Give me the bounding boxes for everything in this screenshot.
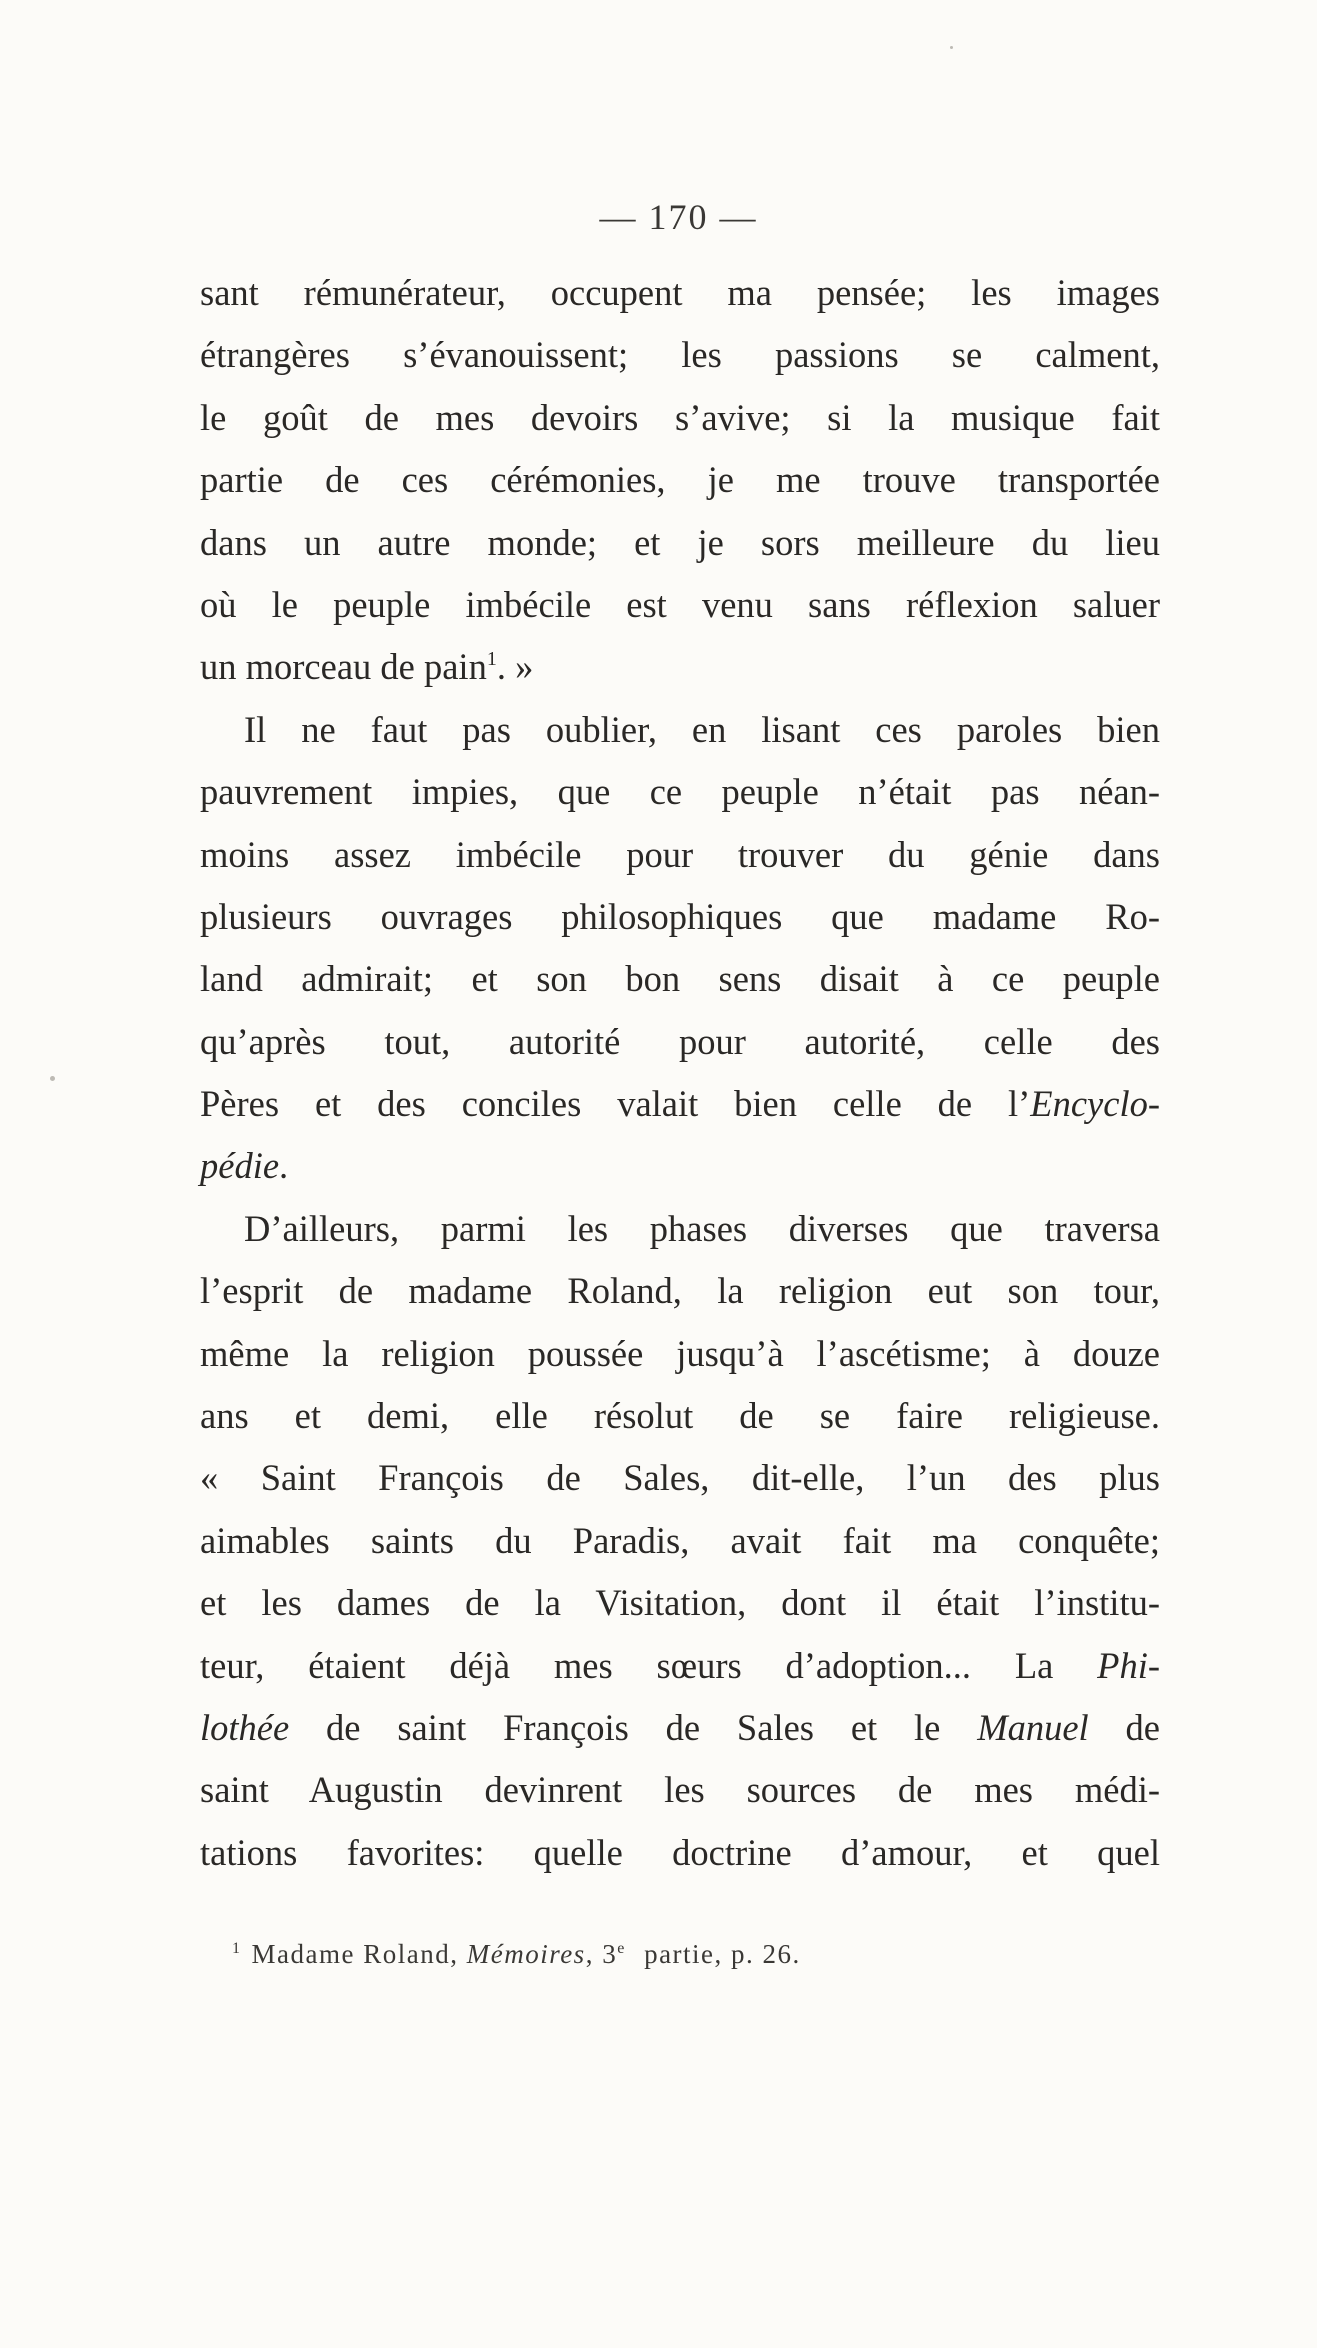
- footnote-marker: 1: [232, 1940, 242, 1957]
- text-line: le goût de mes devoirs s’avive; si la musique fait: [200, 396, 1160, 438]
- text-line: « Saint François de Sales, dit-elle, l’un des plus: [200, 1457, 1160, 1499]
- text-line: l’esprit de madame Roland, la religion eut son tour,: [200, 1270, 1160, 1312]
- paragraph-start: Il ne faut pas oublier, en lisant ces paroles bien: [244, 708, 1160, 750]
- text-line: partie de ces cérémonies, je me trouve transportée: [200, 459, 1160, 501]
- text-line: sant rémunérateur, occupent ma pensée; les images: [200, 272, 1160, 313]
- text-line: qu’après tout, autorité pour autorité, celle des: [200, 1020, 1160, 1062]
- text-line: ans et demi, elle résolut de se faire religieuse.: [200, 1395, 1160, 1437]
- italic-title: pédie: [200, 1145, 280, 1187]
- paragraph-start: D’ailleurs, parmi les phases diverses que traversa: [244, 1207, 1160, 1249]
- text-line: pauvrement impies, que ce peuple n’était pas néan-: [200, 771, 1160, 813]
- paper-speck: [950, 46, 953, 49]
- footnote-ref: 1: [486, 648, 497, 671]
- text-line: Pères et des conciles valait bien celle de l’Encyclo-: [200, 1083, 1160, 1125]
- italic-title: Encyclo-: [1030, 1083, 1160, 1125]
- text-line: étrangères s’évanouissent; les passions se calment,: [200, 334, 1160, 376]
- text-line: pédie.: [200, 1145, 289, 1187]
- text-line: saint Augustin devinrent les sources de mes médi-: [200, 1769, 1160, 1811]
- text-line: moins assez imbécile pour trouver du génie dans: [200, 833, 1160, 875]
- text-line: même la religion poussée jusqu’à l’ascétisme; à douze: [200, 1332, 1160, 1374]
- italic-title: lothée: [200, 1706, 290, 1748]
- italic-title: Phi-: [1097, 1644, 1161, 1686]
- text-line: tations favorites: quelle doctrine d’amour, et quel: [200, 1831, 1160, 1873]
- body-text: [200, 262, 1160, 1884]
- text-line: lothée de saint François de Sales et le Manuel de: [200, 1706, 1160, 1748]
- paper-speck: [50, 1076, 55, 1081]
- text-line: un morceau de pain$^1$. »: [200, 646, 534, 688]
- text-line: teur, étaient déjà mes sœurs d’adoption... La Phi-: [200, 1644, 1161, 1686]
- page-number: — 170 —: [599, 197, 758, 237]
- text-line: et les dames de la Visitation, dont il était l’institu-: [200, 1582, 1160, 1624]
- footnote: $^1$ Madame Roland, Mémoires, 3e partie, p. 26.: [232, 1939, 801, 1969]
- text-line: plusieurs ouvrages philosophiques que madame Ro-: [200, 895, 1160, 937]
- italic-title: Manuel: [977, 1706, 1089, 1748]
- text-line: aimables saints du Paradis, avait fait ma conquête;: [200, 1519, 1160, 1561]
- text-line: dans un autre monde; et je sors meilleure du lieu: [200, 521, 1160, 563]
- text-line: land admirait; et son bon sens disait à ce peuple: [200, 958, 1160, 1000]
- text-line: où le peuple imbécile est venu sans réflexion saluer: [200, 583, 1160, 625]
